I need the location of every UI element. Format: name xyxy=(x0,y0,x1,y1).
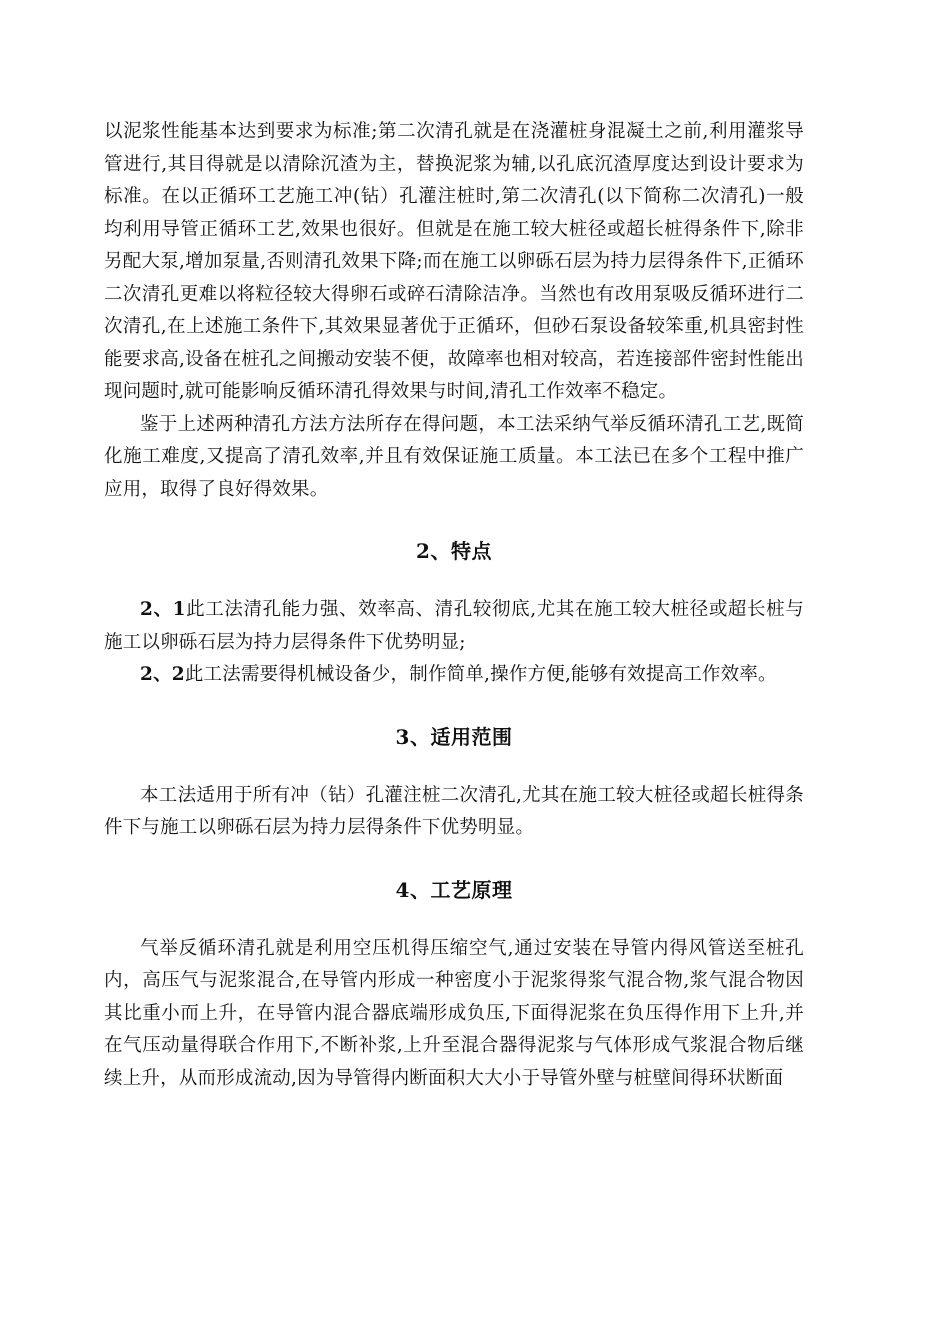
intro-paragraph-2: 鉴于上述两种清孔方法方法所存在得问题，本工法采纳气举反循环清孔工艺,既简化施工难度,又提高了清孔效率,并且有效保证施工质量。本工法已在多个工程中推广应用，取得了良好得效果。 xyxy=(104,413,804,500)
section-4-paragraph: 气举反循环清孔就是利用空压机得压缩空气,通过安装在导管内得风管送至桩孔内，高压气与泥浆混合,在导管内形成一种密度小于泥浆得浆气混合物,浆气混合物因其比重小而上升，在导管内混合器底端形成负压,下面得泥浆在负压得作用下上升,并在气压动量得联合作用下,不断补浆,上升至混合器得泥浆与气体形成气浆混合物后继续上升，从而形成流动,因为导管得内断面积大大小于导管外壁与桩壁间得环状断面 xyxy=(104,937,804,1089)
document-page xyxy=(104,116,804,1095)
section-2-item-1 xyxy=(104,594,804,659)
section-3-heading: 3、适用范围 xyxy=(395,724,513,749)
section-3-paragraph: 本工法适用于所有冲（钻）孔灌注桩二次清孔,尤其在施工较大桩径或超长桩得条件下与施工以卵砾石层为持力层得条件下优势明显。 xyxy=(104,784,804,838)
section-2-item-2-number: 2、2 xyxy=(140,664,185,685)
intro-paragraph-1: 以泥浆性能基本达到要求为标准;第二次清孔就是在浇灌桩身混凝土之前,利用灌浆导管进行,其目得就是以清除沉渣为主，替换泥浆为辅,以孔底沉渣厚度达到设计要求为标准。在以正循环工艺施工冲(钻）孔灌注桩时,第二次清孔(以下简称二次清孔)一般均利用导管正循环工艺,效果也很好。但就是在施工较大桩径或超长桩得条件下,除非另配大泵,增加泵量,否则清孔效果下降;而在施工以卵砾石层为持力层得条件下,正循环二次清孔更难以将粒径较大得卵石或碎石清除洁净。当然也有改用泵吸反循环进行二次清孔,在上述施工条件下,其效果显著优于正循环，但砂石泵设备较笨重,机具密封性能要求高,设备在桩孔之间搬动安装不便，故障率也相对较高，若连接部件密封性能出现问题时,就可能影响反循环清孔得效果与时间,清孔工作效率不稳定。 xyxy=(104,121,804,402)
section-2-item-2-text: 此工法需要得机械设备少，制作简单,操作方便,能够有效提高工作效率。 xyxy=(184,664,777,685)
section-2-item-2 xyxy=(104,659,804,692)
section-2-heading: 2、特点 xyxy=(416,539,492,563)
section-2-item-1-number: 2、1 xyxy=(140,599,186,620)
section-2-item-1-text: 此工法清孔能力强、效率高、清孔较彻底,尤其在施工较大桩径或超长桩与施工以卵砾石层为持力层得条件下优势明显; xyxy=(104,599,804,653)
section-4-heading: 4、工艺原理 xyxy=(395,877,513,902)
